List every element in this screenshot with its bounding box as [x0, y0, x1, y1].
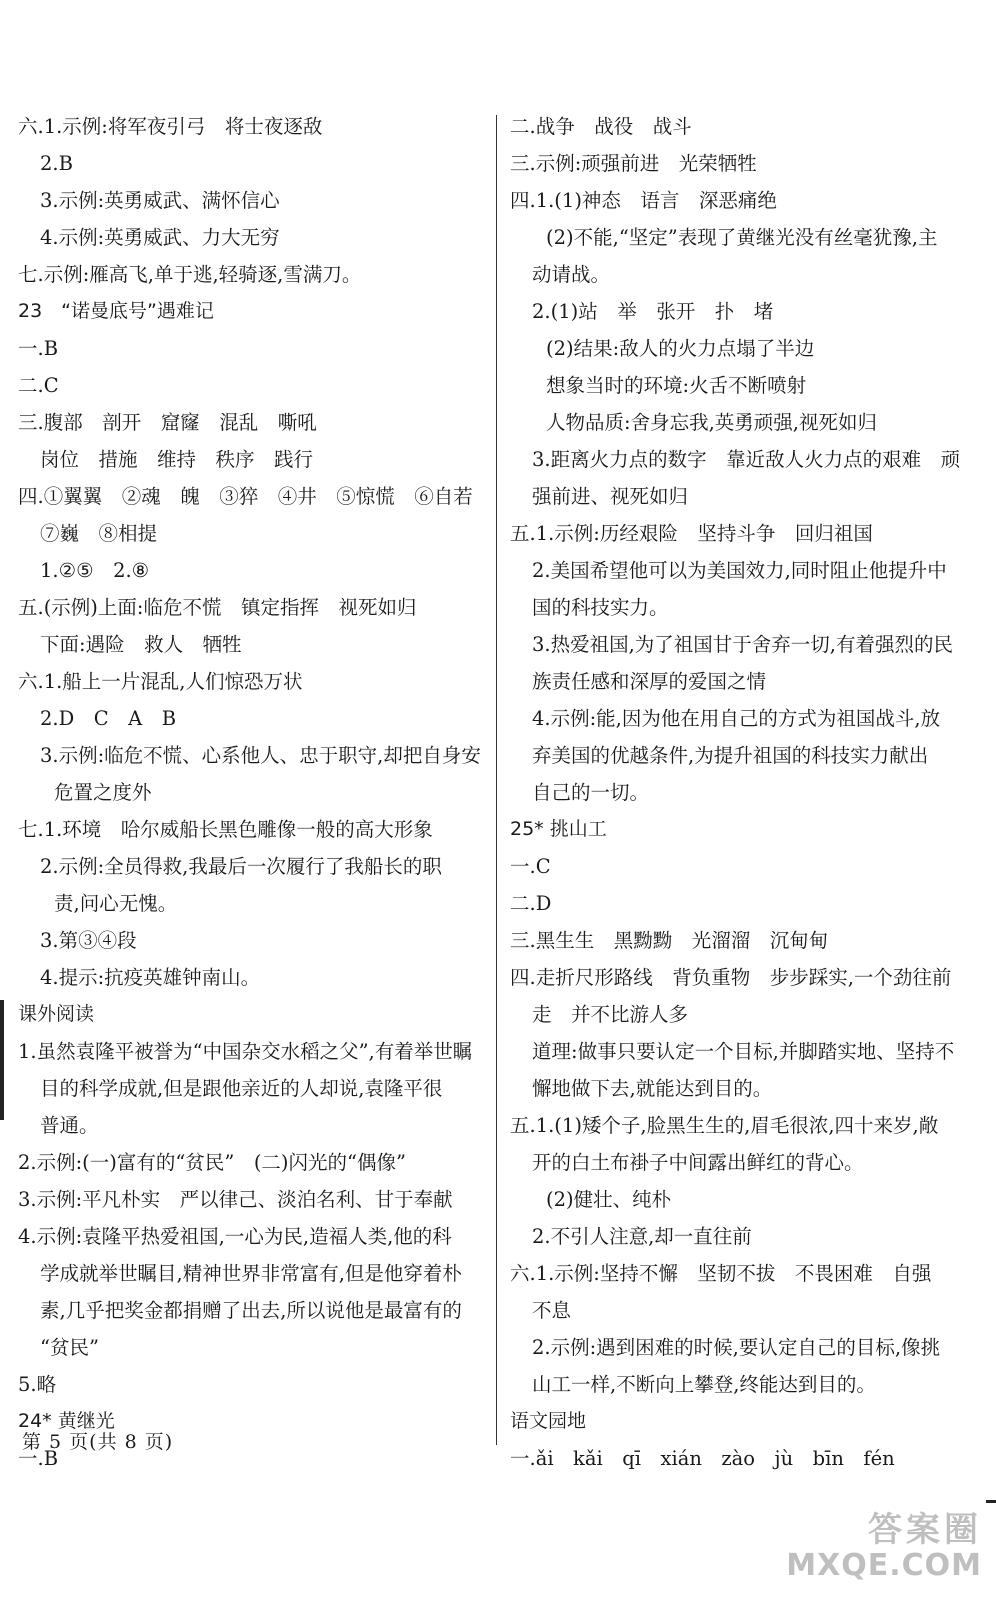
answer-line: (2)不能,“坚定”表现了黄继光没有丝毫犹豫,主: [546, 226, 938, 249]
answer-line: 山工一样,不断向上攀登,终能达到目的。: [532, 1373, 876, 1396]
answer-line: 2.B: [40, 152, 73, 175]
watermark-logo: [786, 1510, 982, 1582]
answer-line: 五.(示例)上面:临危不慌 镇定指挥 视死如归: [18, 596, 417, 619]
answer-line: 5.略: [18, 1373, 57, 1396]
answer-line: 三.黑生生 黑黝黝 光溜溜 沉甸甸: [510, 929, 829, 952]
answer-line: 学成就举世瞩目,精神世界非常富有,但是他穿着朴: [40, 1262, 462, 1285]
right-answer-column: [510, 108, 980, 1477]
answer-line: 2.美国希望他可以为美国效力,同时阻止他提升中: [532, 559, 947, 582]
answer-line: (2)结果:敌人的火力点塌了半边: [546, 337, 815, 360]
answer-line: 一.ǎi kǎi qī xián zào jù bīn fén: [510, 1447, 895, 1470]
answer-line: 强前进、视死如归: [532, 485, 689, 508]
answer-line: 四.1.(1)神态 语言 深恶痛绝: [510, 189, 777, 212]
section-heading: 23 “诺曼底号”遇难记: [18, 300, 214, 322]
answer-line: “贫民”: [40, 1336, 99, 1359]
answer-line: 危置之度外: [54, 781, 152, 804]
answer-line: 素,几乎把奖金都捐赠了出去,所以说他是最富有的: [40, 1299, 462, 1322]
section-heading: 课外阅读: [18, 1003, 95, 1025]
scan-edge-tick: [986, 1500, 996, 1503]
answer-line: 4.示例:英勇威武、力大无穷: [40, 226, 280, 249]
answer-line: 一.B: [18, 337, 59, 360]
answer-line: 3.热爱祖国,为了祖国甘于舍弃一切,有着强烈的民: [532, 633, 954, 656]
answer-line: 3.示例:英勇威武、满怀信心: [40, 189, 280, 212]
answer-line: 四.走折尺形路线 背负重物 步步踩实,一个劲往前: [510, 966, 952, 989]
answer-line: 懈地做下去,就能达到目的。: [532, 1077, 773, 1100]
answer-line: 想象当时的环境:火舌不断喷射: [546, 374, 807, 397]
answer-line: 4.示例:能,因为他在用自己的方式为祖国战斗,放: [532, 707, 941, 730]
answer-line: 2.不引人注意,却一直往前: [532, 1225, 752, 1248]
left-answer-column: [18, 108, 486, 1477]
answer-line: 下面:遇险 救人 牺牲: [40, 633, 242, 656]
answer-line: 七.示例:雁高飞,单于逃,轻骑逐,雪满刀。: [18, 263, 362, 286]
answer-line: 六.1.船上一片混乱,人们惊恐万状: [18, 670, 303, 693]
scan-edge-mark: [0, 1000, 4, 1120]
answer-line: 人物品质:舍身忘我,英勇顽强,视死如归: [546, 411, 877, 434]
answer-line: 六.1.示例:将军夜引弓 将士夜逐敌: [18, 115, 323, 138]
answer-line: 4.示例:袁隆平热爱祖国,一心为民,造福人类,他的科: [18, 1225, 452, 1248]
answer-line: 二.战争 战役 战斗: [510, 115, 692, 138]
answer-line: 七.1.环境 哈尔威船长黑色雕像一般的高大形象: [18, 818, 433, 841]
answer-line: 动请战。: [532, 263, 611, 286]
answer-line: 3.第③④段: [40, 929, 137, 952]
answer-line: 国的科技实力。: [532, 596, 669, 619]
answer-line: 二.D: [510, 892, 552, 915]
column-divider: [496, 115, 497, 1445]
answer-line: 一.B: [18, 1447, 59, 1470]
answer-line: 弃美国的优越条件,为提升祖国的科技实力献出: [532, 744, 929, 767]
answer-line: 一.C: [510, 855, 551, 878]
page-number-footer: 第 5 页(共 8 页): [22, 1431, 174, 1453]
answer-line: 走 并不比游人多: [532, 1003, 689, 1026]
answer-line: 自己的一切。: [532, 781, 650, 804]
answer-line: 2.示例:全员得救,我最后一次履行了我船长的职: [40, 855, 442, 878]
answer-line: 1.虽然袁隆平被誉为“中国杂交水稻之父”,有着举世瞩: [18, 1040, 473, 1063]
answer-line: 道理:做事只要认定一个目标,并脚踏实地、坚持不: [532, 1040, 955, 1063]
answer-line: 目的科学成就,但是跟他亲近的人却说,袁隆平很: [40, 1077, 443, 1100]
answer-line: 责,问心无愧。: [54, 892, 178, 915]
answer-line: 2.(1)站 举 张开 扑 堵: [532, 300, 774, 323]
answer-line: 不息: [532, 1299, 572, 1322]
answer-line: 1.②⑤ 2.⑧: [40, 559, 150, 582]
answer-line: 六.1.示例:坚持不懈 坚韧不拔 不畏困难 自强: [510, 1262, 932, 1285]
answer-line: 开的白土布褂子中间露出鲜红的背心。: [532, 1151, 864, 1174]
answer-line: 三.示例:顽强前进 光荣牺牲: [510, 152, 757, 175]
answer-line: 五.1.(1)矮个子,脸黑生生的,眉毛很浓,四十来岁,敞: [510, 1114, 939, 1137]
answer-line: 3.示例:临危不慌、心系他人、忠于职守,却把自身安: [40, 744, 481, 767]
answer-line: 岗位 措施 维持 秩序 践行: [40, 448, 314, 471]
answer-line: 3.距离火力点的数字 靠近敌人火力点的艰难 顽: [532, 448, 961, 471]
answer-line: 2.示例:遇到困难的时候,要认定自己的目标,像挑: [532, 1336, 941, 1359]
answer-line: 三.腹部 剖开 窟窿 混乱 嘶吼: [18, 411, 317, 434]
answer-line: 2.D C A B: [40, 707, 177, 730]
section-heading: 25* 挑山工: [510, 818, 607, 840]
watermark-url: MXQE.COM: [786, 1548, 982, 1583]
answer-line: 普通。: [40, 1114, 99, 1137]
answer-line: ⑦巍 ⑧相提: [40, 522, 158, 545]
answer-line: 五.1.示例:历经艰险 坚持斗争 回归祖国: [510, 522, 873, 545]
answer-line: 4.提示:抗疫英雄钟南山。: [40, 966, 261, 989]
section-heading: 24* 黄继光: [18, 1410, 115, 1432]
answer-line: 族责任感和深厚的爱国之情: [532, 670, 767, 693]
answer-line: 3.示例:平凡朴实 严以律己、淡泊名利、甘于奉献: [18, 1188, 453, 1211]
answer-line: 二.C: [18, 374, 59, 397]
answer-line: 四.①翼翼 ②魂 魄 ③猝 ④井 ⑤惊慌 ⑥自若: [18, 485, 473, 508]
section-heading: 语文园地: [510, 1410, 587, 1432]
answer-line: 2.示例:(一)富有的“贫民” (二)闪光的“偶像”: [18, 1151, 406, 1174]
answer-line: (2)健壮、纯朴: [546, 1188, 672, 1211]
watermark-cn: 答案圈: [868, 1510, 982, 1550]
